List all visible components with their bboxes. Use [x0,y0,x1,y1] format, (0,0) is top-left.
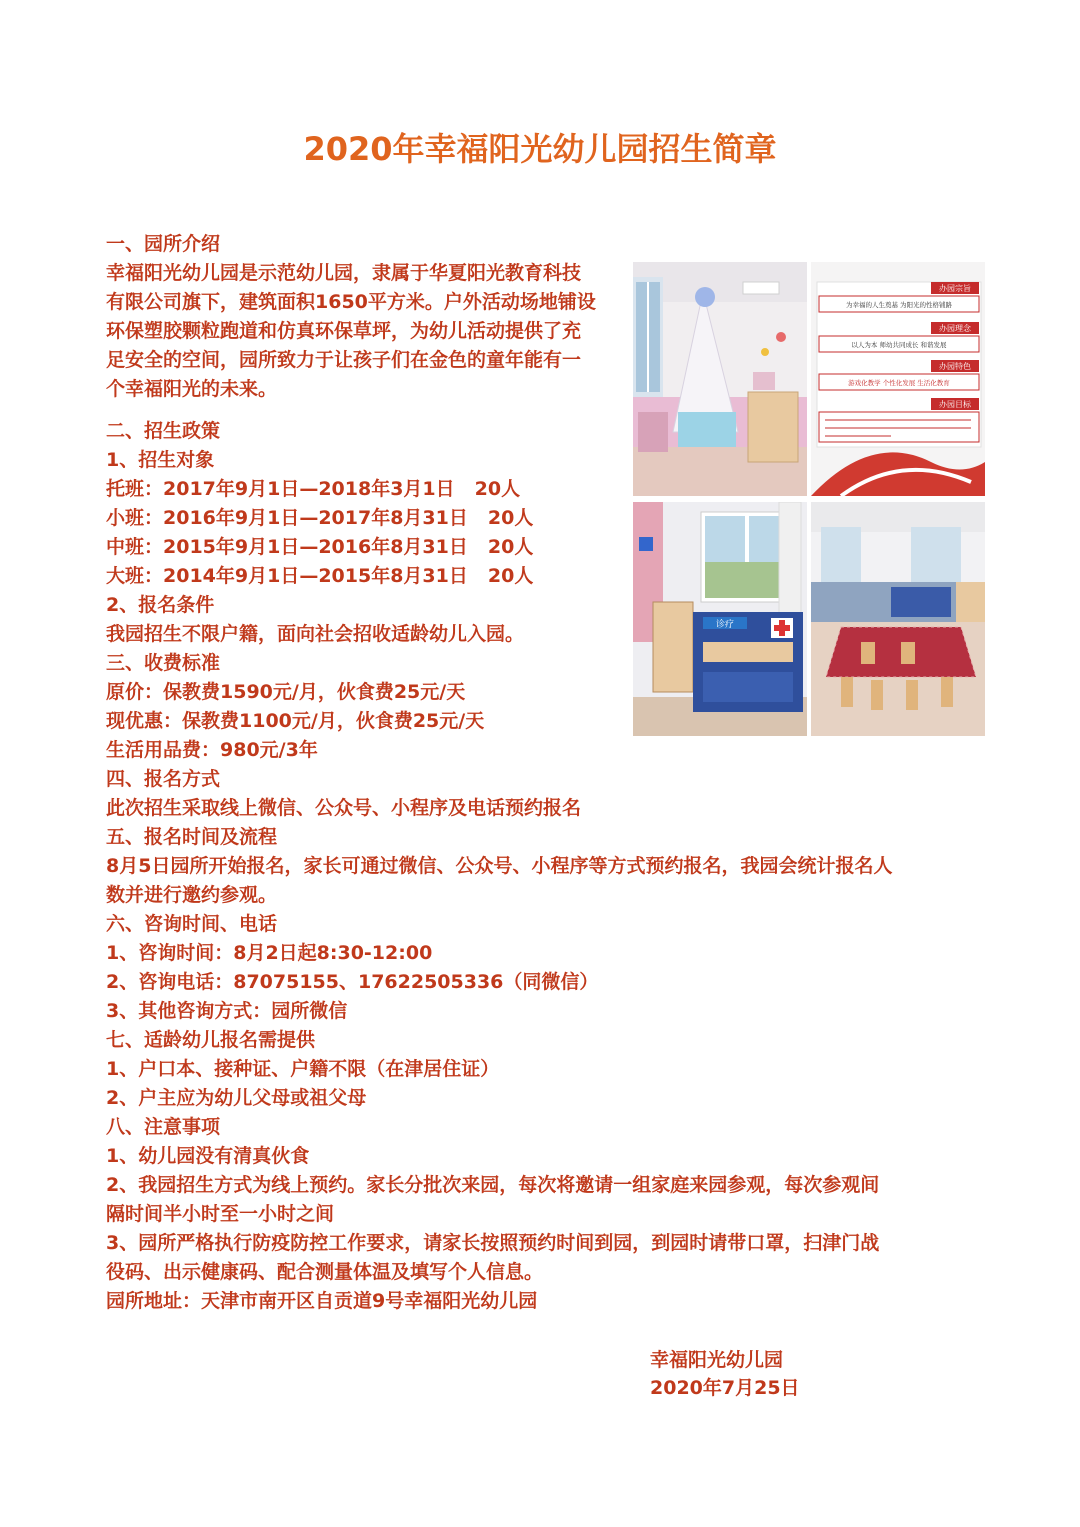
note-line: 3、园所严格执行防疫防控工作要求，请家长按照预约时间到园，到园时请带口罩，扫津门战 [106,1232,880,1254]
class-row [106,475,966,504]
section-documents [106,1026,966,1113]
board-text-3: 游戏化教学 个性化发展 生活化教育 [848,379,950,387]
note-line: 役码、出示健康码、配合测量体温及填写个人信息。 [106,1261,544,1283]
intro-line: 有限公司旗下，建筑面积1650平方米。户外活动场地铺设 [106,291,596,313]
address-line: 园所地址：天津市南开区自贡道9号幸福阳光幼儿园 [106,1290,538,1312]
note-line: 2、我园招生方式为线上预约。家长分批次来园，每次将邀请一组家庭来园参观，每次参观间 [106,1174,880,1196]
signature-block [650,1346,800,1402]
board-label-1: 办园宗旨 [939,284,971,293]
section-intro [106,230,631,404]
process-line: 8月5日园所开始报名，家长可通过微信、公众号、小程序等方式预约报名，我园会统计报名人 [106,855,893,877]
class-name: 大班：2014年9月1日—2015年8月31日 [106,565,468,587]
class-count: 20人 [487,536,534,558]
condition-text: 我园招生不限户籍，面向社会招收适龄幼儿入园。 [106,623,525,645]
documents-heading: 七、适龄幼儿报名需提供 [106,1029,316,1051]
fees-heading: 三、收费标准 [106,652,221,674]
fee-line: 原价：保教费1590元/月，伙食费25元/天 [106,681,466,703]
section-consult [106,910,966,1026]
intro-line: 环保塑胶颗粒跑道和仿真环保草坪，为幼儿活动提供了充 [106,320,582,342]
policy-heading: 二、招生政策 [106,420,221,442]
consult-heading: 六、咨询时间、电话 [106,913,278,935]
section-notes [106,1113,966,1316]
intro-line: 幸福阳光幼儿园是示范幼儿园，隶属于华夏阳光教育科技 [106,262,582,284]
clinic-sign-text: 诊疗 [715,620,735,630]
condition-heading: 2、报名条件 [106,594,215,616]
method-heading: 四、报名方式 [106,768,221,790]
section-process [106,823,966,910]
section-method [106,765,966,823]
board-label-2: 办园理念 [939,324,971,333]
intro-heading: 一、园所介绍 [106,233,221,255]
notes-heading: 八、注意事项 [106,1116,221,1138]
class-count: 20人 [487,565,534,587]
class-row [106,562,966,591]
board-text-1: 为幸福的人生奠基 为阳光的性格铺路 [845,301,953,309]
class-name: 中班：2015年9月1日—2016年8月31日 [106,536,468,558]
class-name: 托班：2017年9月1日—2018年3月1日 [106,478,455,500]
fee-line: 现优惠：保教费1100元/月，伙食费25元/天 [106,710,485,732]
intro-line: 个幸福阳光的未来。 [106,378,278,400]
section-fees [106,649,966,765]
intro-line: 足安全的空间，园所致力于让孩子们在金色的童年能有一 [106,349,582,371]
board-text-2: 以人为本 师幼共同成长 和谐发展 [851,341,947,349]
process-heading: 五、报名时间及流程 [106,826,278,848]
consult-phone: 2、咨询电话：87075155、17622505336（同微信） [106,971,599,993]
class-name: 小班：2016年9月1日—2017年8月31日 [106,507,468,529]
target-heading: 1、招生对象 [106,449,215,471]
document-line: 2、户主应为幼儿父母或祖父母 [106,1087,367,1109]
note-line: 1、幼儿园没有清真伙食 [106,1145,310,1167]
method-text: 此次招生采取线上微信、公众号、小程序及电话预约报名 [106,797,582,819]
signature-name: 幸福阳光幼儿园 [650,1349,784,1371]
class-row [106,533,966,562]
document-line: 1、户口本、接种证、户籍不限（在津居住证） [106,1058,500,1080]
note-line: 隔时间半小时至一小时之间 [106,1203,335,1225]
class-row [106,504,966,533]
class-count: 20人 [487,507,534,529]
brochure-content [106,230,966,1316]
signature-date: 2020年7月25日 [650,1377,800,1399]
section-policy [106,417,966,649]
page-title: 2020年幸福阳光幼儿园招生简章 [303,130,777,168]
consult-line: 1、咨询时间：8月2日起8:30-12:00 [106,942,433,964]
board-label-4: 办园目标 [939,400,971,409]
process-line: 数并进行邀约参观。 [106,884,278,906]
fee-line: 生活用品费：980元/3年 [106,739,318,761]
class-count: 20人 [474,478,521,500]
board-label-3: 办园特色 [939,362,971,371]
consult-line: 3、其他咨询方式：园所微信 [106,1000,348,1022]
